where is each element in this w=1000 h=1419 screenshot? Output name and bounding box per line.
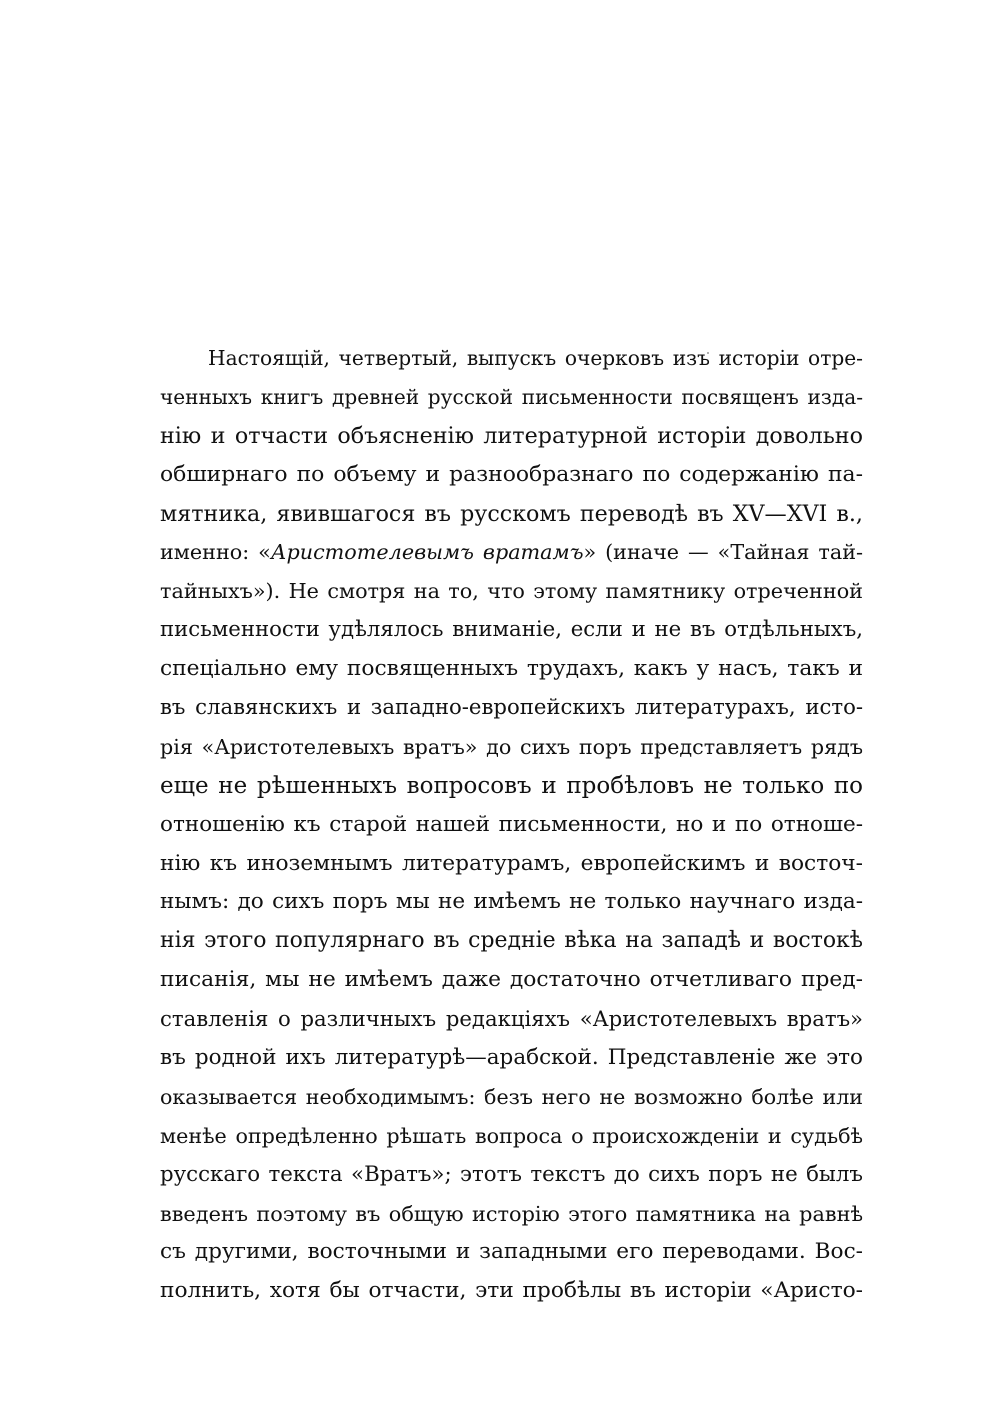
text-line: ставленія о различныхъ редакціяхъ «Аристотелевыхъ вратъ»: [160, 1006, 863, 1032]
text-line: нію къ иноземнымъ литературамъ, европейскимъ и восточ-: [160, 850, 863, 876]
text-line: введенъ поэтому въ общую исторію этого памятника на равнѣ: [160, 1201, 863, 1226]
text-line: письменности удѣлялось вниманіе, если и не въ отдѣльныхъ,: [160, 617, 863, 643]
text-line: нымъ: до сихъ поръ мы не имѣемъ не только научнаго изда-: [160, 889, 863, 915]
text-line: ченныхъ книгъ древней русской письменности посвященъ изда-: [160, 384, 863, 409]
text-line: въ славянскихъ и западно-европейскихъ литературахъ, исто-: [160, 695, 863, 721]
text-line: тайныхъ»). Не смотря на то, что этому памятнику отреченной: [160, 579, 863, 604]
text-line: нія этого популярнаго въ средніе вѣка на западѣ и востокѣ: [160, 928, 863, 954]
text-line: писанія, мы не имѣемъ даже достаточно отчетливаго пред-: [160, 967, 863, 993]
italic-title: Аристотелевымъ вратамъ: [270, 540, 584, 565]
text-line: обширнаго по объему и разнообразнаго по содержанію па-: [160, 461, 863, 487]
body-paragraph: [160, 339, 863, 1311]
text-line: [160, 533, 863, 572]
text-line: еще не рѣшенныхъ вопросовъ и пробѣловъ не только по: [160, 772, 863, 799]
text-line: русскаго текста «Вратъ»; этотъ текстъ до сихъ поръ не былъ: [160, 1161, 863, 1187]
text-line: оказывается необходимымъ: безъ него не возможно болѣе или: [160, 1084, 863, 1109]
text-line: менѣе опредѣленно рѣшать вопроса о происхожденіи и судьбѣ: [160, 1123, 863, 1148]
text-line: отношенію къ старой нашей письменности, но и по отноше-: [160, 811, 863, 837]
text-line: рія «Аристотелевыхъ вратъ» до сихъ поръ представляетъ рядъ: [160, 734, 863, 759]
text-line: нію и отчасти объясненію литературной исторіи довольно: [160, 422, 863, 449]
text-line: спеціально ему посвященныхъ трудахъ, какъ у насъ, такъ и: [160, 656, 863, 682]
text-line: мятника, явившагося въ русскомъ переводѣ въ XV—XVI в.,: [160, 500, 863, 527]
text-segment: именно: «: [160, 540, 271, 565]
text-line: въ родной ихъ литературѣ—арабской. Представленіе же это: [160, 1045, 863, 1071]
text-line: Настоящій, четвертый, выпускъ очерковъ изъ исторіи отре-: [208, 346, 863, 370]
text-line: съ другими, восточными и западными его переводами. Вос-: [160, 1239, 863, 1265]
text-line: полнить, хотя бы отчасти, эти пробѣлы въ исторіи «Аристо-: [160, 1278, 863, 1304]
text-segment: » (иначе — «Тайная тай-: [583, 540, 863, 565]
